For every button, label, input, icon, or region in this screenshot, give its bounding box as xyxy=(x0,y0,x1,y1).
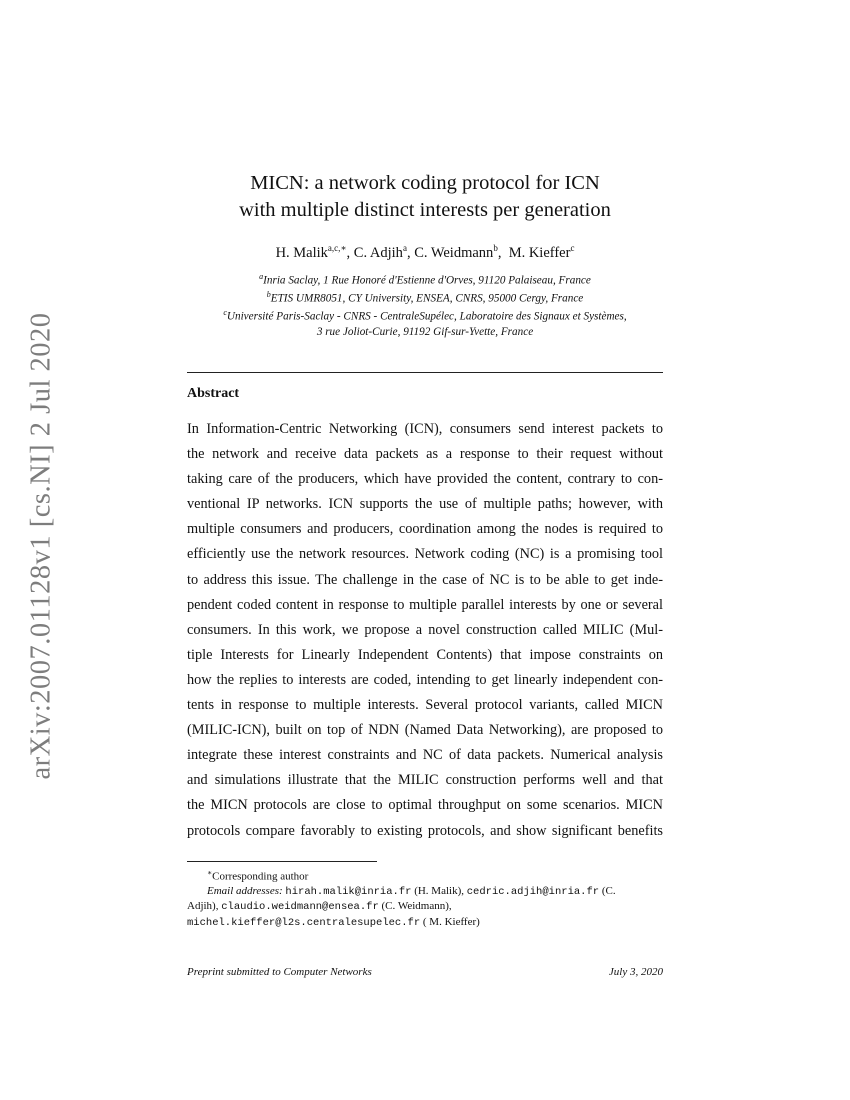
author-separator: , xyxy=(406,244,415,261)
footnote xyxy=(187,866,663,930)
email-line-3: michel.kieffer@l2s.centralesupelec.fr ( M. Kieffer) xyxy=(187,915,480,929)
email-line-1: Email addresses: hirah.malik@inria.fr (H. Malik), cedric.adjih@inria.fr (C. xyxy=(207,884,616,898)
abstract-line: and simulations illustrate that the MILIC construction performs well and that xyxy=(187,772,663,789)
abstract-line: the MICN protocols are close to optimal throughput on some scenarios. MICN xyxy=(187,797,663,814)
email-malik[interactable]: hirah.malik@inria.fr xyxy=(285,885,412,898)
author-separator: , xyxy=(497,244,509,261)
email-line-2: Adjih), claudio.weidmann@ensea.fr (C. Weidmann), xyxy=(187,900,452,914)
abstract-line: ventional IP networks. ICN supports the use of multiple paths; however, with xyxy=(187,496,663,513)
arxiv-id: arXiv:2007.01128v1 [cs.NI] 2 Jul 2020 xyxy=(26,311,57,780)
abstract-line: In Information-Centric Networking (ICN), consumers send interest packets to xyxy=(187,421,663,437)
email-kieffer[interactable]: michel.kieffer@l2s.centralesupelec.fr xyxy=(187,916,421,929)
abstract-line: integrate these interest constraints and NC of data packets. Numerical analysis xyxy=(187,747,663,764)
email-adjih[interactable]: cedric.adjih@inria.fr xyxy=(466,885,600,898)
affiliation-b: $^b$ETIS UMR8051, CY University, ENSEA, CNRS, 95000 Cergy, France xyxy=(266,290,584,305)
abstract-line: efficiently use the network resources. Network coding (NC) is a promising tool xyxy=(187,546,663,563)
author-marks: c xyxy=(570,243,575,253)
author-name: C. Weidmann xyxy=(414,244,494,261)
author-marks: a,c,∗ xyxy=(327,243,347,253)
abstract-top-rule xyxy=(187,372,663,373)
author-name: C. Adjih xyxy=(353,244,403,261)
affiliations xyxy=(170,270,680,339)
author-marks: a xyxy=(402,243,407,253)
abstract-body xyxy=(187,417,663,844)
author-separator: , xyxy=(346,244,354,261)
abstract-line: how the replies to interests are coded, intending to get linearly independent con- xyxy=(187,671,663,688)
author-marks: b xyxy=(493,243,498,253)
title-line-1: MICN: a network coding protocol for ICN xyxy=(250,172,600,194)
arxiv-identifier-sidebar xyxy=(18,311,66,780)
email-weidmann[interactable]: claudio.weidmann@ensea.fr xyxy=(221,901,379,914)
affiliation-c-address: 3 rue Joliot-Curie, 91192 Gif-sur-Yvette, France xyxy=(316,325,534,338)
abstract-line: the network and receive data packets as a response to their request without xyxy=(187,446,663,463)
abstract-line: tiple Interests for Linearly Independent Contents) that impose constraints on xyxy=(187,646,663,663)
abstract-line: consumers. In this work, we propose a novel construction called MILIC (Mul- xyxy=(187,621,663,638)
preprint-footer xyxy=(187,966,663,978)
abstract-line: pendent coded content in response to multiple parallel interests by one or several xyxy=(187,596,663,613)
abstract-line: taking care of the producers, which have provided the content, contrary to con- xyxy=(187,471,663,488)
affiliation-a: $^a$Inria Saclay, 1 Rue Honoré d'Estienne d'Orves, 91120 Palaiseau, France xyxy=(259,272,591,287)
corresponding-author-note: ∗Corresponding author xyxy=(207,868,309,883)
abstract-line: multiple consumers and producers, coordination among the nodes is required to xyxy=(187,521,663,538)
author-name: M. Kieffer xyxy=(508,244,571,261)
abstract-line: protocols compare favorably to existing protocols, and show significant benefits xyxy=(187,822,663,839)
title-line-2: with multiple distinct interests per generation xyxy=(239,199,611,221)
author-list xyxy=(170,238,680,263)
paper-title xyxy=(170,170,680,224)
affiliation-c: $^c$Université Paris-Saclay - CNRS - CentraleSupélec, Laboratoire des Signaux et Systèmes, xyxy=(223,308,627,324)
abstract-line: tents in response to multiple interests. Several protocol variants, called MICN xyxy=(187,697,663,714)
abstract-heading: Abstract xyxy=(187,386,240,401)
author-name: H. Malik xyxy=(275,244,328,261)
abstract-line: (MILIC-ICN), built on top of NDN (Named Data Networking), are proposed to xyxy=(187,722,663,739)
abstract-line: to address this issue. The challenge in the case of NC is to be able to get inde- xyxy=(187,571,663,588)
preprint-venue: Preprint submitted to Computer Networks xyxy=(187,966,372,978)
preprint-date: July 3, 2020 xyxy=(608,966,663,978)
footnote-rule xyxy=(187,861,377,862)
